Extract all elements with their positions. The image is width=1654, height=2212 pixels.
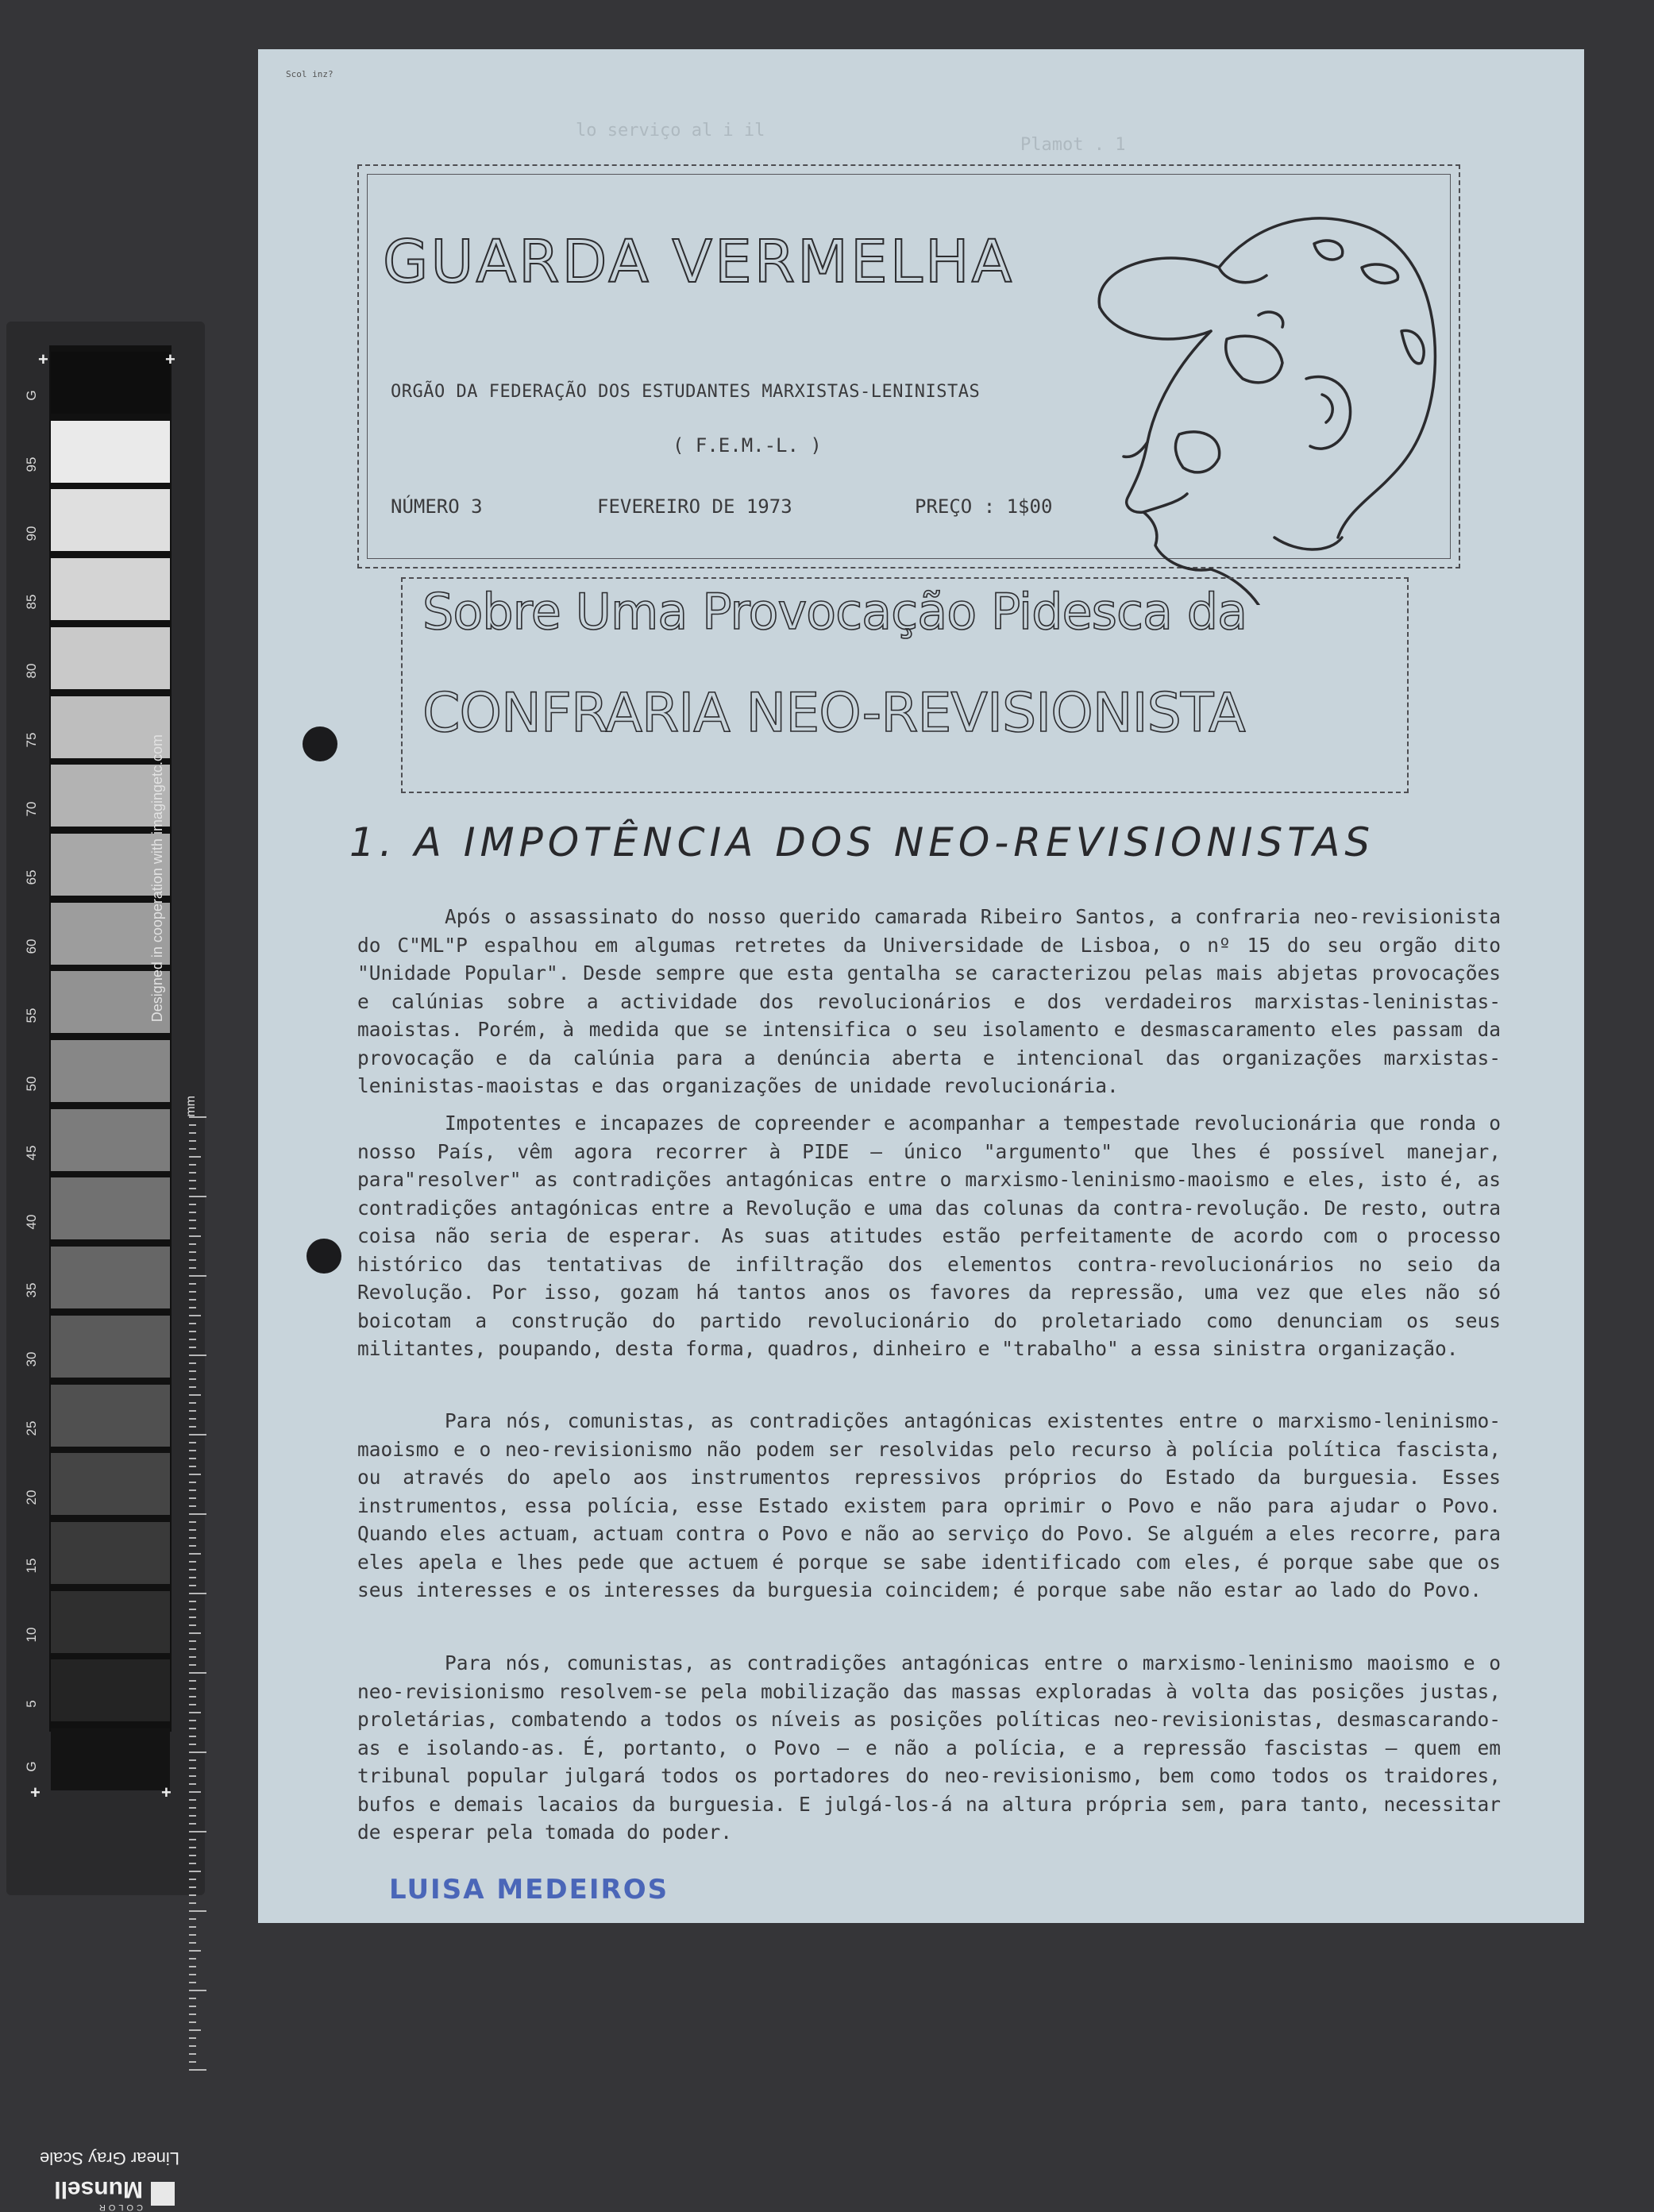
gray-patch <box>51 1591 170 1653</box>
gray-patch <box>51 1728 170 1790</box>
body-paragraph: Impotentes e incapazes de copreender e acompanhar a tempestade revolucionária que ronda o nosso País, vêm agora recorrer à PIDE — único "argumento" que lhes é possível manejar, para"resolver" as contradições antagónicas entre o marxismo-leninismo-maoismo e eles, isto é, as contradições antagónicas entre a Revolução e uma das colunas da contra-revolução. De resto, outra coisa não seria de esperar. As suas atitudes estão perfeitamente de acordo com o processo histórico das tentativas de infiltração dos elementos contra-revolucionários no seio da Revolução. Por isso, gozam há tantos anos os favores da repressão, uma vez que eles não só boicotam a construção do partido revolucionário do proletariado como denunciam os seus militantes, poupando, desta forma, quadros, dinheiro e "trabalho" a essa sinistra organização. <box>357 1112 1501 1360</box>
brand-name: Munsell <box>54 2176 143 2202</box>
gray-level-label: 10 <box>24 1627 39 1643</box>
brand-sub: COLOR <box>95 2202 143 2212</box>
issue-number: NÚMERO 3 <box>391 495 483 518</box>
gray-scale-strip <box>49 345 172 1732</box>
publication-abbreviation: ( F.E.M.-L. ) <box>673 434 822 457</box>
registration-mark: + <box>38 349 48 369</box>
card-credit: Designed in cooperation with imagingetc.com <box>149 734 165 1023</box>
issue-price: PREÇO : 1$00 <box>915 495 1053 518</box>
portrait-drawing <box>1068 180 1465 605</box>
gray-level-label: 40 <box>24 1214 39 1230</box>
gray-level-label: 15 <box>24 1558 39 1574</box>
gray-level-label: 65 <box>24 869 39 885</box>
punch-hole <box>303 726 337 761</box>
munsell-logo-icon <box>151 2182 175 2206</box>
gray-level-label: 60 <box>24 938 39 954</box>
gray-patch <box>51 1040 170 1102</box>
gray-patch <box>51 489 170 551</box>
gray-level-label: 5 <box>24 1699 39 1708</box>
article-title-line-1: Sobre Uma Provocação Pidesca da <box>422 583 1247 641</box>
gray-level-label: 85 <box>24 594 39 610</box>
gray-patch <box>51 558 170 620</box>
scale-name: Linear Gray Scale <box>39 2148 180 2168</box>
gray-patch <box>51 627 170 689</box>
gray-patch <box>51 1247 170 1308</box>
registration-mark: + <box>30 1782 40 1802</box>
gray-patch <box>51 1109 170 1171</box>
gray-level-label: 30 <box>24 1351 39 1367</box>
registration-mark: + <box>165 349 175 369</box>
publication-subtitle: ORGÃO DA FEDERAÇÃO DOS ESTUDANTES MARXISTAS-LENINISTAS <box>391 382 981 402</box>
issue-date: FEVEREIRO DE 1973 <box>597 495 792 518</box>
gray-level-label: 20 <box>24 1489 39 1505</box>
gray-level-label: 55 <box>24 1008 39 1023</box>
gray-level-label: 75 <box>24 732 39 748</box>
page-code: Scol inz? <box>286 69 333 79</box>
gray-patch <box>51 421 170 483</box>
mm-ruler <box>189 1116 208 2072</box>
publication-name: GUARDA VERMELHA <box>383 228 1015 296</box>
gray-level-label: 90 <box>24 526 39 541</box>
gray-patch <box>51 1177 170 1239</box>
owner-stamp: LUISA MEDEIROS <box>389 1874 669 1906</box>
article-title-box <box>401 577 1409 793</box>
document-page <box>258 49 1584 1923</box>
bleed-through-text: lo serviço al i il <box>576 121 765 141</box>
gray-level-label: 70 <box>24 801 39 816</box>
gray-level-label: 25 <box>24 1420 39 1436</box>
gray-end-label: G <box>24 1761 39 1772</box>
gray-level-label: 50 <box>24 1076 39 1092</box>
gray-patch <box>51 1659 170 1721</box>
bleed-through-text: Plamot . 1 <box>1020 135 1126 155</box>
gray-level-label: 80 <box>24 663 39 679</box>
gray-patch <box>51 1385 170 1447</box>
ruler-unit-label: mm <box>184 1096 198 1117</box>
registration-mark: + <box>161 1782 172 1802</box>
body-paragraph: Para nós, comunistas, as contradições antagónicas existentes entre o marxismo-leninismo-maoismo e o neo-revisionismo não podem ser resolvidas pelo recurso à polícia política fascista, ou através do apelo aos instrumentos repressivos próprios do Estado da burguesia. Esses instrumentos, essa polícia, esse Estado existem para oprimir o Povo e não para ajudar o Povo. Quando eles actuam, actuam contra o Povo e não ao serviço do Povo. Se alguém a eles recorre, para eles apela e lhes pede que actuem é porque se sabe identificado com eles, é porque sabe que os seus interesses e os interesses da burguesia coincidem; é porque sabe não estar ao lado do Povo. <box>357 1409 1501 1601</box>
gray-patch <box>51 1453 170 1515</box>
article-title-line-2: CONFRARIA NEO-REVISIONISTA <box>422 682 1245 745</box>
gray-patch <box>51 1522 170 1584</box>
gray-patch <box>51 352 170 414</box>
body-paragraph: Para nós, comunistas, as contradições antagónicas entre o marxismo-leninismo maoismo e o neo-revisionismo resolvem-se pela mobilização das massas exploradas à volta das posições justas, proletárias, combatendo a todos os níveis as posições políticas neo-revisionistas, desmascarando-as e isolando-as. É, portanto, o Povo — e não a polícia, e a repressão fascistas — quem em tribunal popular julgará todos os portadores do neo-revisionismo, bem como todos os traidores, bufos e demais lacaios da burguesia. E julgá-los-á na altura própria sem, para tanto, necessitar de esperar pela tomada do poder. <box>357 1651 1501 1844</box>
gray-end-label: G <box>24 390 39 401</box>
gray-level-label: 45 <box>24 1145 39 1161</box>
gray-level-label: 95 <box>24 457 39 472</box>
body-paragraph: Após o assassinato do nosso querido camarada Ribeiro Santos, a confraria neo-revisionista do C"ML"P espalhou em algumas retretes da Universidade de Lisboa, o nº 15 do seu orgão dito "Unidade Popular". Desde sempre que esta gentalha se caracterizou pelas mais abjetas provocações e calúnias sobre a actividade dos revolucionários e dos verdadeiros marxistas-leninistas-maoistas. Porém, à medida que se intensifica o seu isolamento e desmascaramento eles passam da provocação e da calúnia para a denúncia aberta e intencional das organizações marxistas-leninistas-maoistas e das organizações de unidade revolucionária. <box>357 905 1501 1097</box>
munsell-brand <box>40 2176 175 2212</box>
gray-patch <box>51 1316 170 1378</box>
punch-hole <box>307 1239 341 1274</box>
gray-level-label: 35 <box>24 1282 39 1298</box>
gray-scale-card <box>6 322 205 2212</box>
section-heading: 1. A IMPOTÊNCIA DOS NEO-REVISIONISTAS <box>349 819 1375 865</box>
